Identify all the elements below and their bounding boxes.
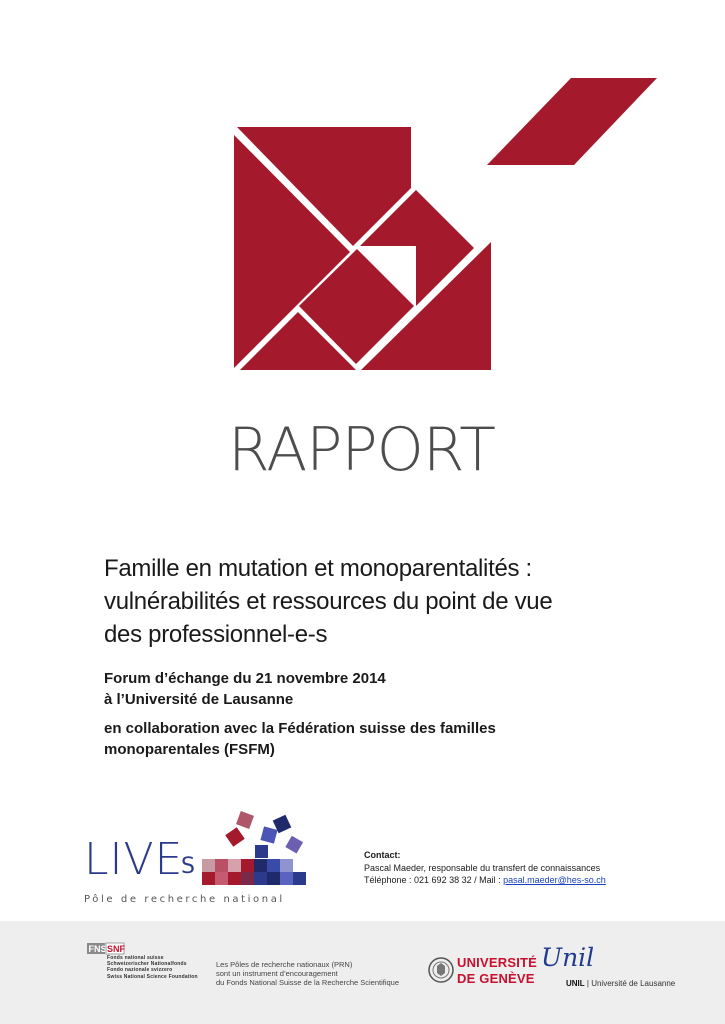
fns-line: Fondo nazionale svizzero [107,967,173,974]
title-line-2: vulnérabilités et ressources du point de vue [104,588,553,615]
svg-text:FNS: FNS [88,944,107,954]
report-heading: RAPPORT [228,415,495,485]
contact-person: Pascal Maeder, responsable du transfert de connaissances [364,862,601,873]
unil-script-logo: Unil [541,943,595,972]
fns-line: Fonds national suisse [107,955,164,961]
prn-line: Les Pôles de recherche nationaux (PRN) [216,960,353,969]
fns-line: Schweizerischer Nationalfonds [107,961,187,968]
prn-description [216,960,399,987]
svg-text:SNF: SNF [107,944,125,954]
unige-logo-text [457,955,537,987]
collaboration-line-1: en collaboration avec la Fédération suisse des familles [104,720,496,737]
prn-line: du Fonds National Suisse de la Recherche Scientifique [216,978,400,987]
forum-place: à l’Université de Lausanne [104,691,294,708]
lives-wordmark: LIVE [84,834,184,885]
contact-email-link[interactable]: pasal.maeder@hes-so.ch [503,875,606,885]
contact-phone: Téléphone : 021 692 38 32 / Mail : [364,875,504,885]
unil-bold: UNIL [566,979,585,988]
contact-phone-line [364,874,606,887]
collaboration-info [104,718,664,760]
title-line-3: des professionnel-e-s [104,621,328,648]
unige-line-2: DE GENÈVE [457,971,535,986]
forum-info [104,668,664,710]
contact-heading: Contact: [364,850,401,860]
tangram-logo [0,0,725,380]
collaboration-line-2: monoparentales (FSFM) [104,741,275,758]
report-title [104,552,664,651]
unil-caption [566,979,675,988]
forum-date: Forum d’échange du 21 novembre 2014 [104,670,386,687]
fns-names [107,955,198,980]
title-line-1: Famille en mutation et monoparentalités : [104,555,532,582]
contact-block [364,849,606,887]
lives-wordmark-superscript: S [181,854,195,879]
unige-seal-icon [428,957,454,983]
lives-tagline: Pôle de recherche national [84,894,285,905]
fns-line: Swiss National Science Foundation [107,973,198,980]
prn-line: sont un instrument d’encouragement [216,969,338,978]
unige-line-1: UNIVERSITÉ [457,955,538,970]
unil-rest: | Université de Lausanne [584,979,676,988]
tangram-parallelogram [487,78,657,165]
